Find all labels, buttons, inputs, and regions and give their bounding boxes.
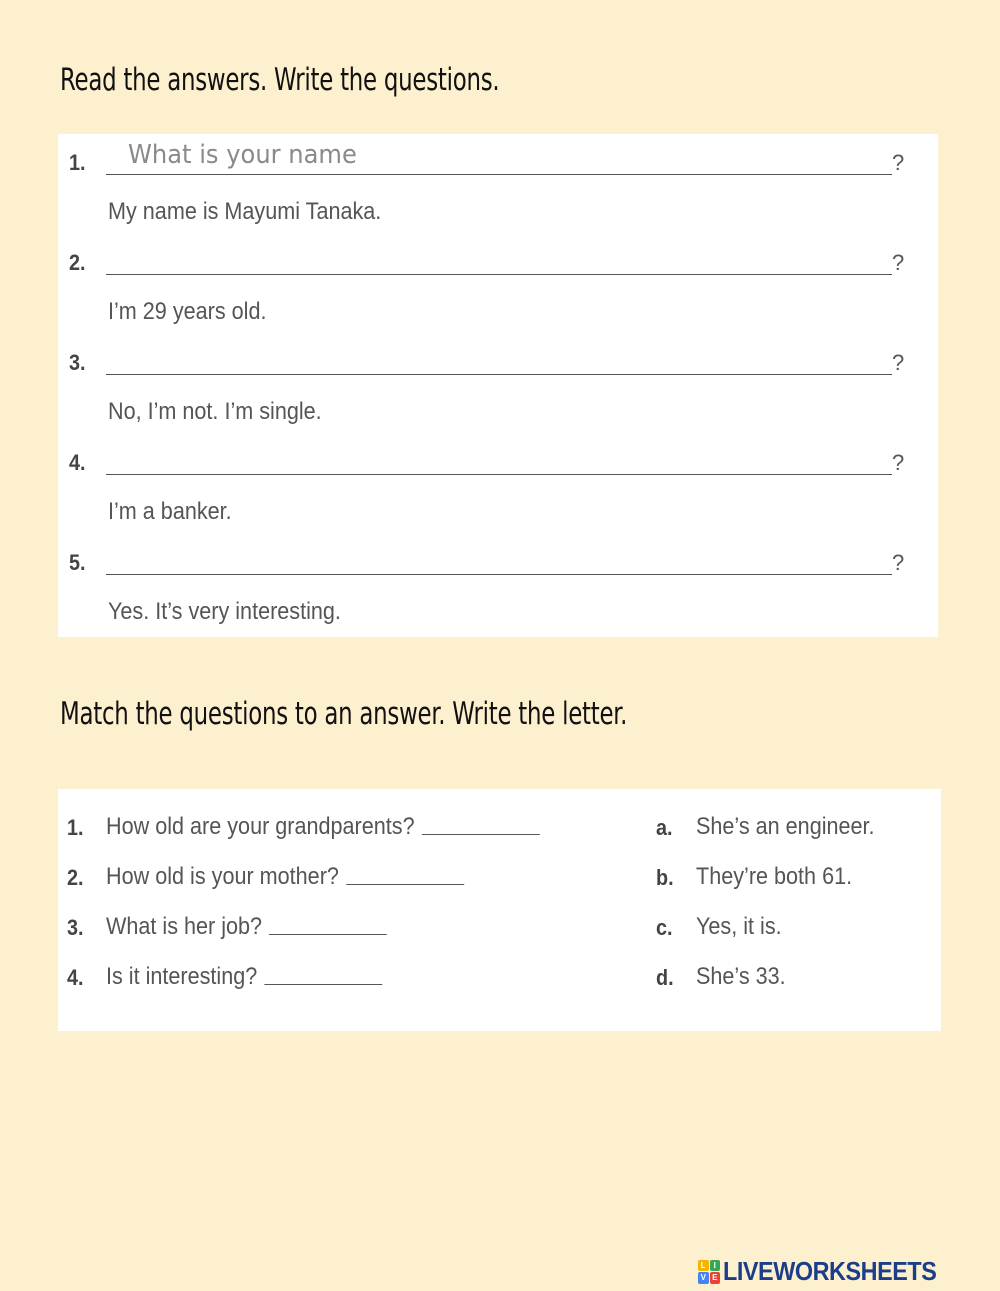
match-panel xyxy=(58,789,941,1031)
match-answer: She’s 33. xyxy=(696,963,786,990)
match-answer: She’s an engineer. xyxy=(696,813,875,840)
question-item-3 xyxy=(58,334,938,434)
answer-letter: d. xyxy=(656,965,674,990)
answer-letter: b. xyxy=(656,865,674,890)
given-answer: I’m a banker. xyxy=(108,498,232,525)
write-questions-panel xyxy=(58,134,938,637)
match-answer: They’re both 61. xyxy=(696,863,853,890)
match-row-1 xyxy=(58,789,941,839)
match-answer: Yes, it is. xyxy=(696,913,782,940)
match-question-text: What is her job? xyxy=(106,913,263,940)
question-number: 1. xyxy=(67,815,84,840)
match-question-text: How old are your grandparents? xyxy=(106,813,415,840)
item-number: 5. xyxy=(69,550,86,575)
question-number: 4. xyxy=(67,965,84,990)
item-number: 4. xyxy=(69,450,86,475)
question-mark: ? xyxy=(892,450,905,475)
match-question-text: Is it interesting? xyxy=(106,963,258,990)
question-item-1 xyxy=(58,134,938,234)
question-mark: ? xyxy=(892,550,905,575)
answer-letter: a. xyxy=(656,815,673,840)
match-row-4 xyxy=(58,939,941,989)
answer-line[interactable] xyxy=(106,274,892,275)
question-item-4 xyxy=(58,434,938,534)
item-number: 3. xyxy=(69,350,86,375)
given-answer: Yes. It’s very interesting. xyxy=(108,598,341,625)
given-answer: My name is Mayumi Tanaka. xyxy=(108,198,382,225)
answer-letter: c. xyxy=(656,915,673,940)
given-answer: No, I’m not. I’m single. xyxy=(108,398,322,425)
answer-line[interactable] xyxy=(106,174,892,175)
liveworksheets-logo xyxy=(698,1256,960,1287)
letter-blank-3[interactable] xyxy=(269,934,387,935)
letter-blank-1[interactable] xyxy=(422,834,540,835)
match-question xyxy=(106,863,464,891)
match-question xyxy=(106,813,540,841)
section2-title: Match the questions to an answer. Write the letter. xyxy=(60,696,628,732)
logo-text: LIVEWORKSHEETS xyxy=(723,1256,937,1286)
question-item-2 xyxy=(58,234,938,334)
answer-line[interactable] xyxy=(106,374,892,375)
answer-line[interactable] xyxy=(106,474,892,475)
letter-blank-2[interactable] xyxy=(346,884,464,885)
match-row-3 xyxy=(58,889,941,939)
question-mark: ? xyxy=(892,150,905,175)
answer-line[interactable] xyxy=(106,574,892,575)
logo-mark-icon xyxy=(698,1260,720,1284)
logo-block-v: V xyxy=(698,1272,709,1284)
section1-title: Read the answers. Write the questions. xyxy=(60,62,500,98)
question-item-5 xyxy=(58,534,938,634)
item-number: 1. xyxy=(69,150,86,175)
logo-block-i: I xyxy=(710,1260,721,1272)
match-row-2 xyxy=(58,839,941,889)
match-question xyxy=(106,913,387,941)
question-number: 2. xyxy=(67,865,84,890)
answer-input-1[interactable]: What is your name xyxy=(128,140,357,170)
question-number: 3. xyxy=(67,915,84,940)
logo-block-e: E xyxy=(710,1272,721,1284)
question-mark: ? xyxy=(892,250,905,275)
given-answer: I’m 29 years old. xyxy=(108,298,267,325)
question-mark: ? xyxy=(892,350,905,375)
letter-blank-4[interactable] xyxy=(264,984,382,985)
item-number: 2. xyxy=(69,250,86,275)
match-question xyxy=(106,963,382,991)
match-question-text: How old is your mother? xyxy=(106,863,339,890)
logo-block-l: L xyxy=(698,1260,709,1272)
